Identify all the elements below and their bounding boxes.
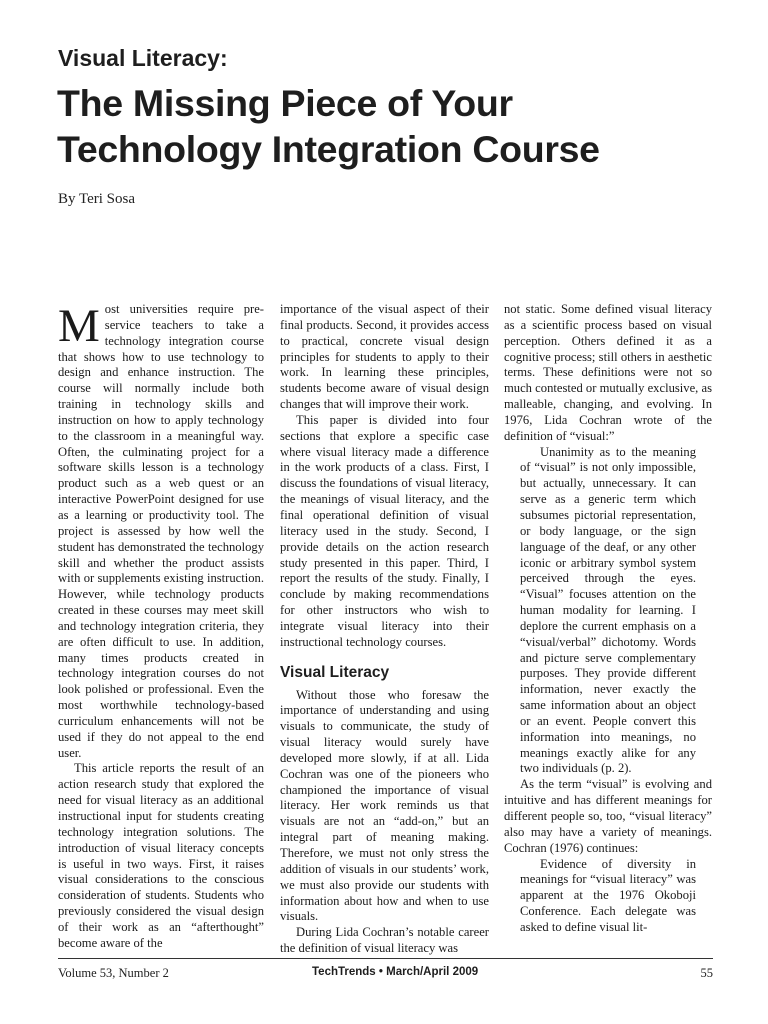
column-2 xyxy=(280,302,489,957)
byline: By Teri Sosa xyxy=(58,191,136,207)
footer-volume: Volume 53, Number 2 xyxy=(58,966,169,980)
column-1 xyxy=(58,302,264,952)
paragraph: This paper is divided into four sections that explore a specific case where visual literacy made a difference in the work products of a class. First, I discuss the foundations of visual literacy, the meanings of visual literacy, and the final operational definition of visual literacy used in the study. Second, I provide details on the action research study presented in this paper. Third, I report the results of the study. Finally, I conclude by making recommendations for other instructors who wish to integrate visual literacy into their instructional technology courses. xyxy=(280,412,489,649)
footer-divider xyxy=(58,958,713,959)
article-title xyxy=(57,80,600,172)
block-quote: Unanimity as to the meaning of “visual” is not only impossible, but actually, unnecessary. It can serve as a generic term which subsumes pictorial representation, or body language, or the sign language of the deaf, or any other iconic or arbitrary symbol system perceived through the eyes. “Visual” focuses attention on the human modality for learning. I deplore the current emphasis on a “visual/verbal” dichotomy. Words and picture serve complementary purposes. They provide different information, never exactly the same information about an object or an event. People convert this information into meanings, no meanings exactly alike for any two individuals (p. 2). xyxy=(520,444,696,776)
title-line-1: The Missing Piece of Your xyxy=(57,82,513,124)
page-number: 55 xyxy=(700,966,713,980)
article-kicker: Visual Literacy: xyxy=(58,45,228,71)
paragraph: This article reports the result of an action research study that explored the need for visual literacy as an additional instructional input for students creating technology integration solutions. The introduction of visual literacy concepts is useful in two ways. First, it raises visual considerations to the conscious consideration of students. Students who previously considered the visual design of their work as an “afterthought” become aware of the xyxy=(58,761,264,950)
paragraph: During Lida Cochran’s notable career the definition of visual literacy was xyxy=(280,925,489,956)
block-quote: Evidence of diversity in meanings for “visual literacy” was apparent at the 1976 Okoboji Conference. Each delegate was asked to define visual lit- xyxy=(520,856,696,934)
paragraph: importance of the visual aspect of their final products. Second, it provides access to practical, concrete visual design principles for students to apply to their work. In learning these principles, students become aware of visual design changes that will improve their work. xyxy=(280,302,489,412)
drop-cap: M xyxy=(58,300,100,352)
footer-journal: TechTrends • March/April 2009 xyxy=(312,966,479,978)
paragraph: As the term “visual” is evolving and intuitive and has different meanings for different people so, too, “visual literacy” also may have a variety of meanings. Cochran (1976) continues: xyxy=(504,777,712,855)
column-3 xyxy=(504,302,712,936)
title-line-2: Technology Integration Course xyxy=(57,128,600,170)
paragraph: ost universities require pre-service teachers to take a technology integration course that shows how to use technology to design and enhance instruction. The course will normally include both training in technology skills and instruction on how to apply technology to the classroom in a meaningful way. Often, the culminating project for a software skills lesson is a technology product such as a web quest or an interactive PowerPoint designed for use as a learning or productivity tool. The project is assessed by how well the student has demonstrated the technology skill and whether the product assists with or supplements existing instruction. However, while technology products created in these courses may meet skill and technology integration criteria, they are often difficult to use. In addition, many times products created in technology integration courses do not look polished or professional. Even the most worthwhile technology-based curriculum enhancements will not be used if they do not appeal to the end user. xyxy=(58,302,264,760)
section-heading: Visual Literacy xyxy=(280,663,390,681)
paragraph: not static. Some defined visual literacy as a scientific process based on visual perception. Others defined it as a cognitive process; still others in aesthetic terms. These definitions were not so much contested or mutually exclusive, as malleable, changing, and evolving. In 1976, Lida Cochran wrote of the definition of “visual:” xyxy=(504,302,712,443)
paragraph: Without those who foresaw the importance of understanding and using visuals to communicate, the study of visual literacy would surely have developed more slowly, if at all. Lida Cochran was one of the pioneers who championed the importance of visual literacy. Her work reminds us that visuals are not an “add-on,” but an integral part of meaning making. Therefore, we must not only stress the addition of visuals in our students’ work, we must also provide our students with information about how and when to use visuals. xyxy=(280,687,489,924)
